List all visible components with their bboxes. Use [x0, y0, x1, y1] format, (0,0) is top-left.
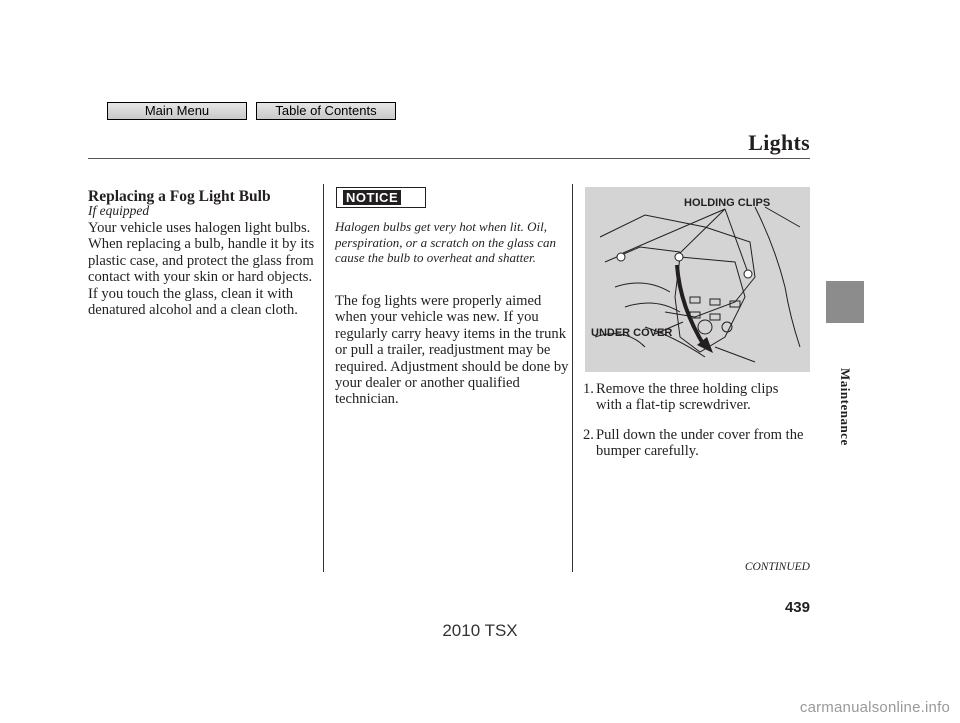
notice-label: NOTICE [343, 190, 401, 205]
page-title: Lights [748, 130, 810, 155]
notice-box [336, 187, 426, 208]
section-heading: Replacing a Fog Light Bulb [88, 188, 271, 205]
step-1-text: Remove the three holding clips with a flat-tip screwdriver. [596, 381, 779, 414]
under-cover-figure [585, 187, 810, 372]
section-side-tab [826, 281, 864, 323]
watermark: carmanualsonline.info [799, 699, 950, 716]
page-number: 439 [784, 599, 810, 616]
if-equipped-note: If equipped [88, 203, 150, 218]
continued-note: CONTINUED [744, 561, 810, 573]
footer-model-label: 2010 TSX [442, 621, 518, 640]
side-tab-label: Maintenance [838, 368, 853, 446]
main-menu-button[interactable]: Main Menu [107, 102, 247, 120]
fog-light-aim-paragraph: The fog lights were properly aimed when your vehicle was new. If you regularly carry heavy items in the trunk or pull a trailer, readjustment may be required. Adjustment should be done by your dealer or another qualified technician. [335, 293, 569, 408]
halogen-bulb-paragraph: Your vehicle uses halogen light bulbs. When replacing a bulb, handle it by its plastic case, and protect the glass from contact with your skin or hard objects. If you touch the glass, clean it with denatured alcohol and a clean cloth. [88, 220, 315, 319]
step-2-text: Pull down the under cover from the bumper carefully. [596, 427, 804, 460]
table-of-contents-button[interactable]: Table of Contents [256, 102, 396, 120]
holding-clips-label: HOLDING CLIPS [684, 197, 771, 209]
column-divider-right [572, 184, 573, 572]
column-divider-left [323, 184, 324, 572]
under-cover-label: UNDER COVER [591, 327, 673, 339]
notice-text: Halogen bulbs get very hot when lit. Oil, perspiration, or a scratch on the glass can cause the bulb to overheat and shatter. [335, 219, 556, 265]
under-cover-illustration [585, 187, 810, 372]
header-divider [88, 158, 810, 159]
step-1-number: 1. [583, 381, 594, 397]
step-2-number: 2. [583, 427, 594, 443]
